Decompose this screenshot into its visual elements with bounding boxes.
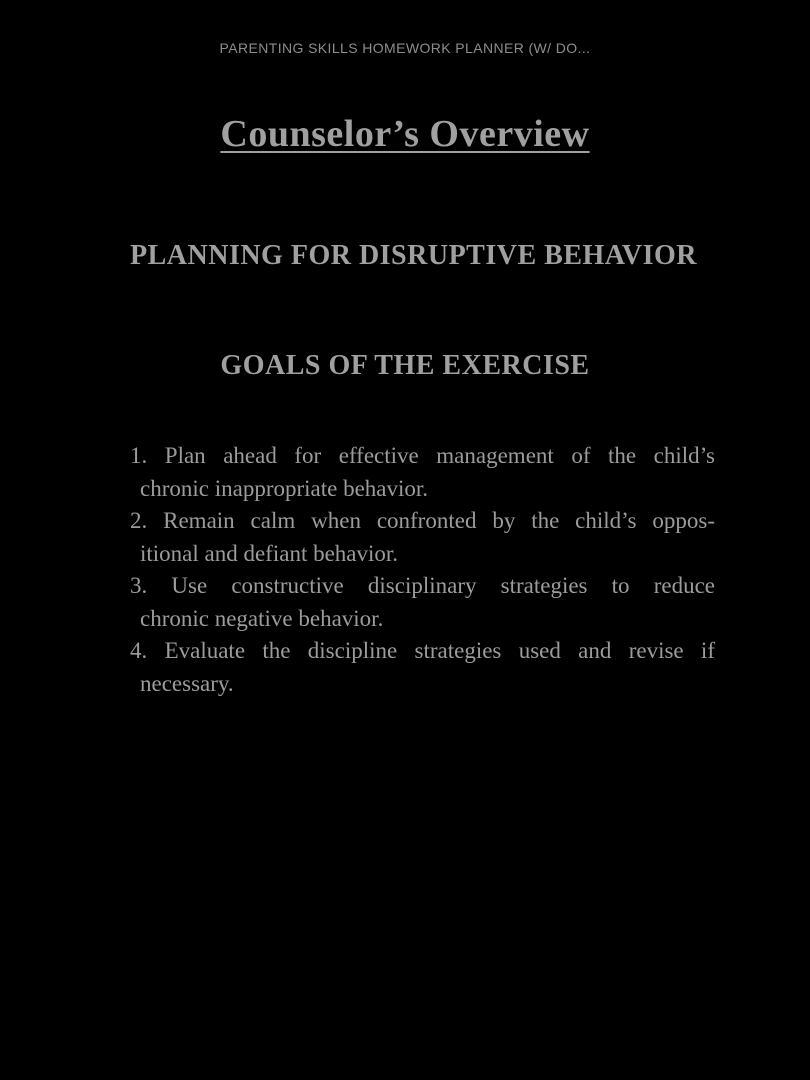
- goal-item-first-line: 4. Evaluate the discipline strategies used and revise if: [130, 638, 715, 663]
- section-heading: PLANNING FOR DISRUPTIVE BEHAVIOR: [130, 240, 698, 271]
- goal-item-first-line: 1. Plan ahead for effective management of the child’s: [130, 443, 715, 468]
- goal-item-first-line: 3. Use constructive disciplinary strategies to reduce: [130, 573, 715, 598]
- goal-item-continuation-line: itional and defiant behavior.: [140, 540, 399, 566]
- goals-list: [130, 440, 715, 700]
- goal-item-continuation-line: necessary.: [140, 670, 234, 696]
- goal-item-continuation-line: chronic inappropriate behavior.: [140, 475, 429, 501]
- book-title-header: PARENTING SKILLS HOMEWORK PLANNER (W/ DO...: [219, 40, 591, 56]
- page-title: Counselor’s Overview: [220, 113, 590, 155]
- subsection-heading: GOALS OF THE EXERCISE: [220, 350, 590, 381]
- goal-item-continuation-line: chronic negative behavior.: [140, 605, 384, 631]
- goal-item-first-line: 2. Remain calm when confronted by the child’s oppos-: [130, 508, 715, 533]
